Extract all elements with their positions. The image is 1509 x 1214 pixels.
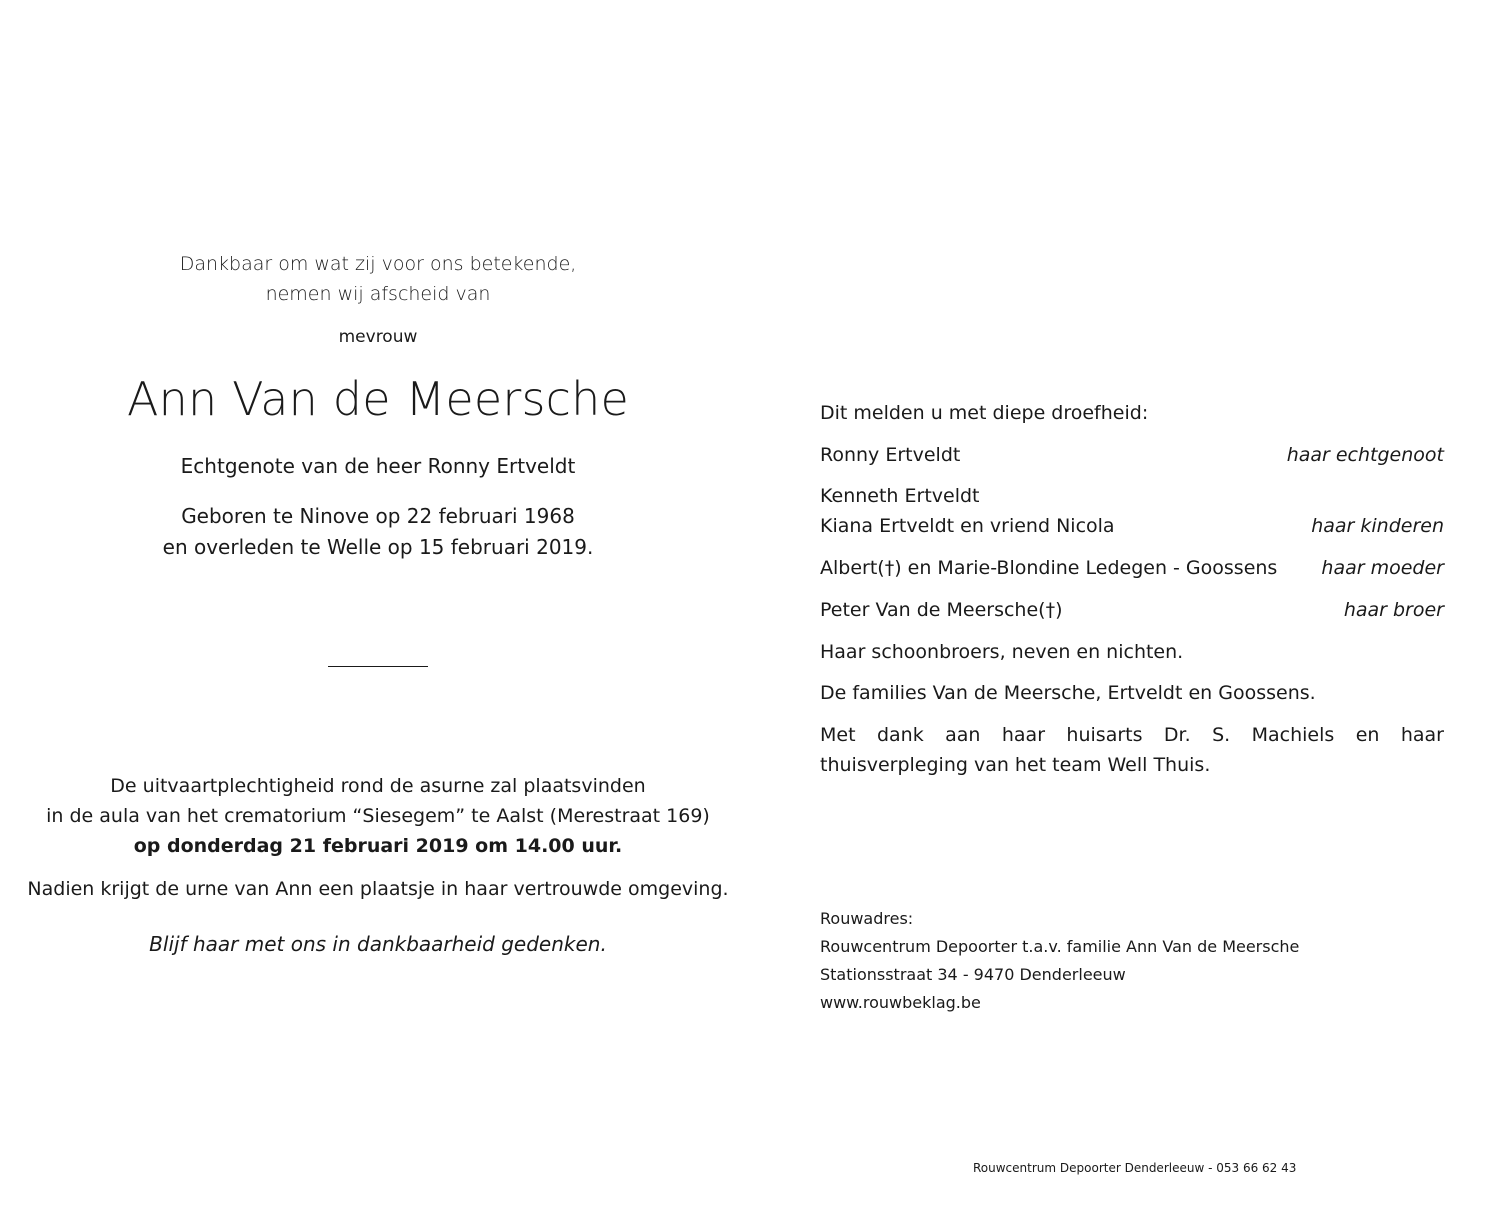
spouse-line: Echtgenote van de heer Ronny Ertveldt	[180, 454, 576, 478]
announcement-heading: Dit melden u met diepe droefheid:	[820, 402, 1149, 424]
title-prefix: mevrouw	[338, 327, 418, 347]
family-names: Peter Van de Meersche(†)	[820, 599, 1063, 621]
family-row	[820, 440, 1444, 470]
intro-line: nemen wij afscheid van	[265, 283, 491, 305]
closing-line: Blijf haar met ons in dankbaarheid gedenken.	[149, 932, 607, 956]
thanks-paragraph: Met dank aan haar huisarts Dr. S. Machiels en haar thuisverpleging van het team Well Thuis.	[820, 724, 1444, 776]
family-names: Kiana Ertveldt en vriend Nicola	[820, 515, 1115, 537]
urn-line: Nadien krijgt de urne van Ann een plaatsje in haar vertrouwde omgeving.	[27, 878, 729, 900]
family-names: Ronny Ertveldt	[820, 444, 961, 466]
ceremony-line: in de aula van het crematorium “Siesegem” te Aalst (Merestraat 169)	[46, 805, 710, 827]
death-line: en overleden te Welle op 15 februari 2019.	[162, 535, 594, 559]
family-row	[820, 553, 1444, 583]
extra-family-line: De families Van de Meersche, Ertveldt en Goossens.	[820, 682, 1316, 704]
mourning-address	[820, 905, 1299, 1017]
family-names: Kenneth Ertveldt	[820, 485, 980, 507]
birth-line: Geboren te Ninove op 22 februari 1968	[181, 504, 575, 528]
family-relation: haar moeder	[1321, 557, 1444, 579]
family-row	[820, 511, 1444, 541]
intro-text	[20, 249, 736, 309]
ceremony-date: op donderdag 21 februari 2019 om 14.00 uur.	[133, 835, 623, 857]
ceremony-line: De uitvaartplechtigheid rond de asurne zal plaatsvinden	[110, 775, 646, 797]
address-line: Rouwcentrum Depoorter t.a.v. familie Ann Van de Meersche	[820, 937, 1300, 956]
address-website: www.rouwbeklag.be	[820, 993, 981, 1012]
intro-line: Dankbaar om wat zij voor ons betekende,	[179, 253, 577, 275]
birth-death-info	[20, 501, 736, 563]
family-row	[820, 481, 1444, 511]
divider-line	[328, 666, 428, 667]
address-label: Rouwadres:	[820, 909, 914, 928]
family-relation: haar broer	[1343, 599, 1444, 621]
family-row	[820, 595, 1444, 625]
family-relation: haar kinderen	[1311, 515, 1444, 537]
family-names: Albert(†) en Marie-Blondine Ledegen - Goossens	[820, 557, 1278, 579]
footer-text: Rouwcentrum Depoorter Denderleeuw - 053 66 62 43	[973, 1161, 1297, 1175]
deceased-name: Ann Van de Meersche	[126, 372, 630, 426]
family-relation: haar echtgenoot	[1286, 444, 1444, 466]
extra-family-line: Haar schoonbroers, neven en nichten.	[820, 641, 1184, 663]
ceremony-info	[20, 771, 736, 861]
address-line: Stationsstraat 34 - 9470 Denderleeuw	[820, 965, 1126, 984]
